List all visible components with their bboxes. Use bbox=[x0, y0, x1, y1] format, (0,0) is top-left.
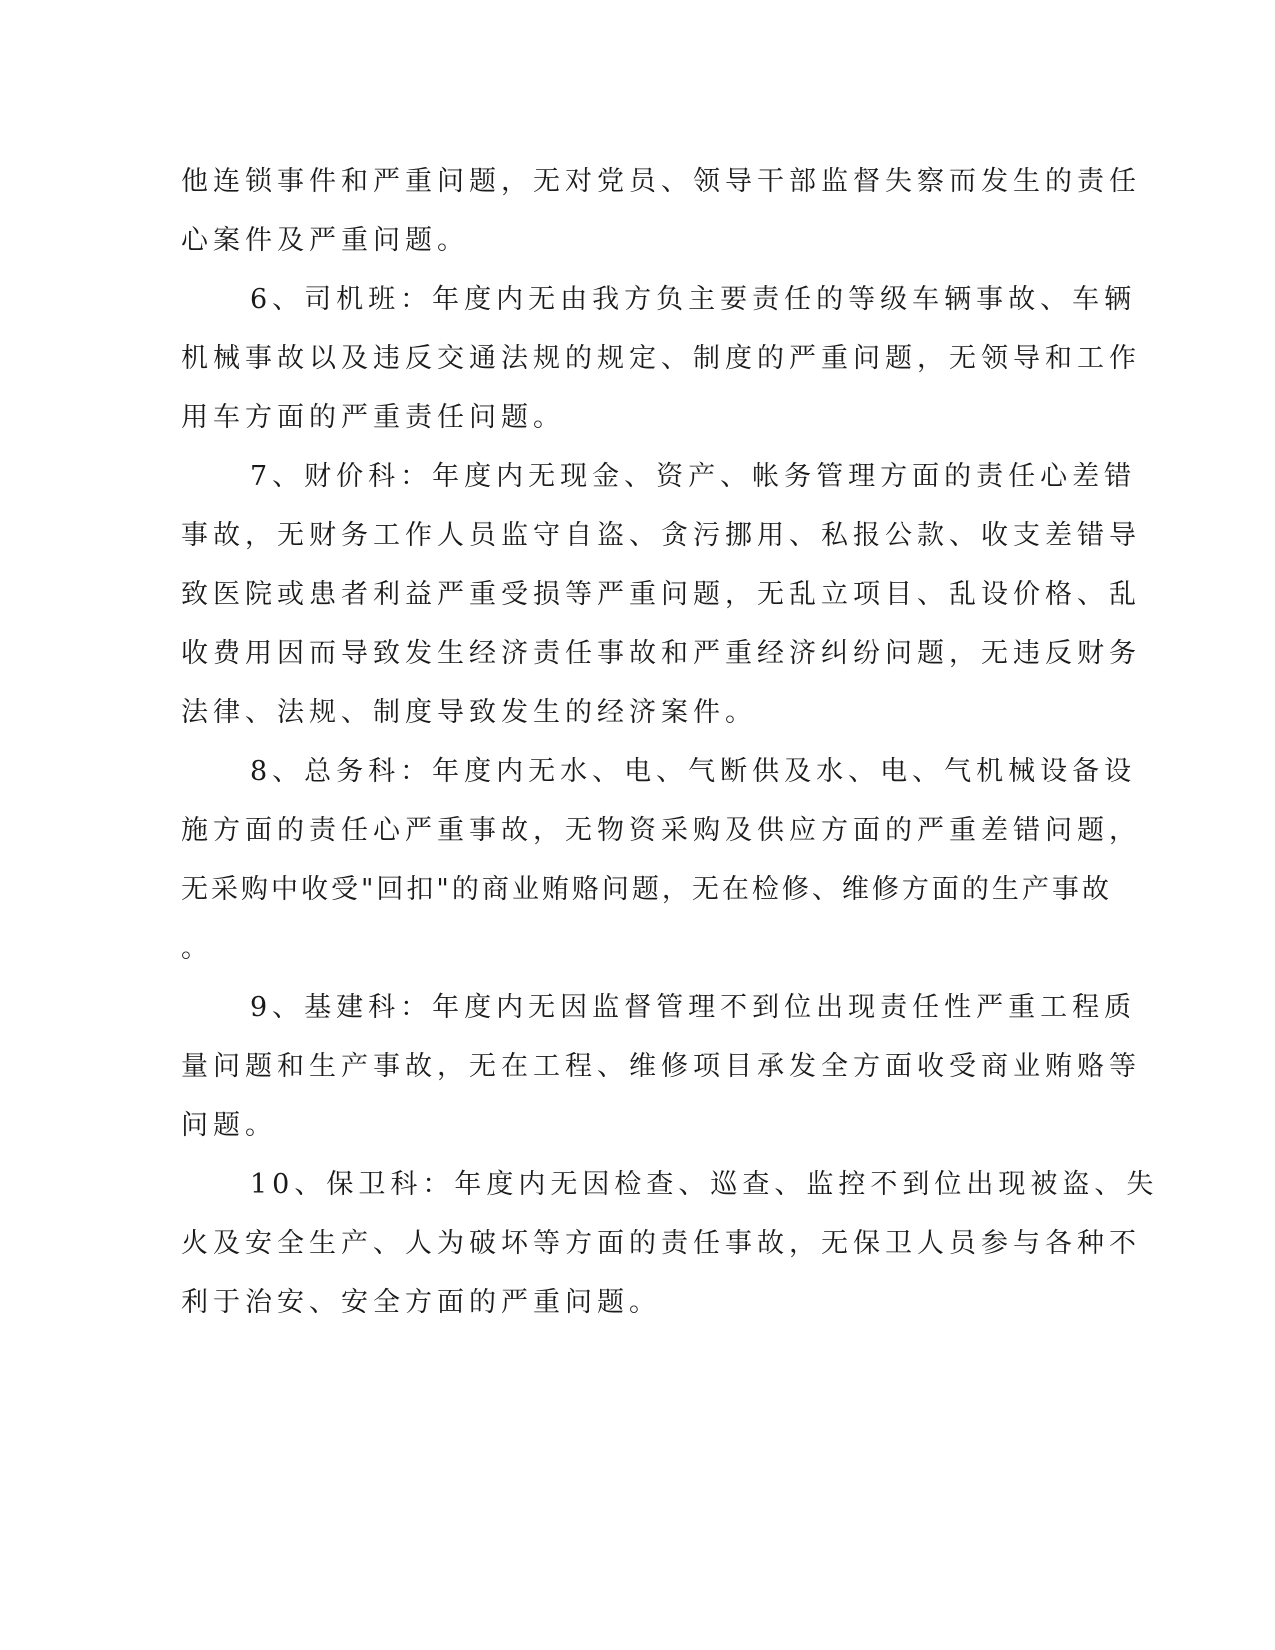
paragraph-line: 量问题和生产事故，无在工程、维修项目承发全方面收受商业贿赂等 bbox=[181, 1051, 1141, 1082]
paragraph-line-indented: 7、财价科：年度内无现金、资产、帐务管理方面的责任心差错 bbox=[250, 461, 1137, 492]
paragraph-line: 法律、法规、制度导致发生的经济案件。 bbox=[181, 697, 757, 728]
paragraph-line: 收费用因而导致发生经济责任事故和严重经济纠纷问题，无违反财务 bbox=[181, 638, 1141, 669]
paragraph-line: 火及安全生产、人为破坏等方面的责任事故，无保卫人员参与各种不 bbox=[181, 1228, 1141, 1259]
paragraph-line: 他连锁事件和严重问题，无对党员、领导干部监督失察而发生的责任 bbox=[181, 166, 1141, 197]
paragraph-line: 。 bbox=[181, 933, 213, 964]
paragraph-line-indented: 9、基建科：年度内无因监督管理不到位出现责任性严重工程质 bbox=[250, 992, 1137, 1023]
paragraph-line: 用车方面的严重责任问题。 bbox=[181, 402, 565, 433]
paragraph-line: 无采购中收受"回扣"的商业贿赂问题，无在检修、维修方面的生产事故 bbox=[181, 874, 1112, 905]
paragraph-line: 问题。 bbox=[181, 1110, 277, 1141]
paragraph-line: 事故，无财务工作人员监守自盗、贪污挪用、私报公款、收支差错导 bbox=[181, 520, 1141, 551]
paragraph-line: 机械事故以及违反交通法规的规定、制度的严重问题，无领导和工作 bbox=[181, 343, 1141, 374]
paragraph-line: 利于治安、安全方面的严重问题。 bbox=[181, 1287, 661, 1318]
paragraph-line: 施方面的责任心严重事故，无物资采购及供应方面的严重差错问题， bbox=[181, 815, 1141, 846]
paragraph-line-indented: 6、司机班：年度内无由我方负主要责任的等级车辆事故、车辆 bbox=[250, 284, 1137, 315]
paragraph-line: 心案件及严重问题。 bbox=[181, 225, 469, 256]
paragraph-line-indented: 8、总务科：年度内无水、电、气断供及水、电、气机械设备设 bbox=[250, 756, 1137, 787]
paragraph-line: 致医院或患者利益严重受损等严重问题，无乱立项目、乱设价格、乱 bbox=[181, 579, 1141, 610]
paragraph-line-indented: 10、保卫科：年度内无因检查、巡查、监控不到位出现被盗、失 bbox=[250, 1169, 1159, 1200]
